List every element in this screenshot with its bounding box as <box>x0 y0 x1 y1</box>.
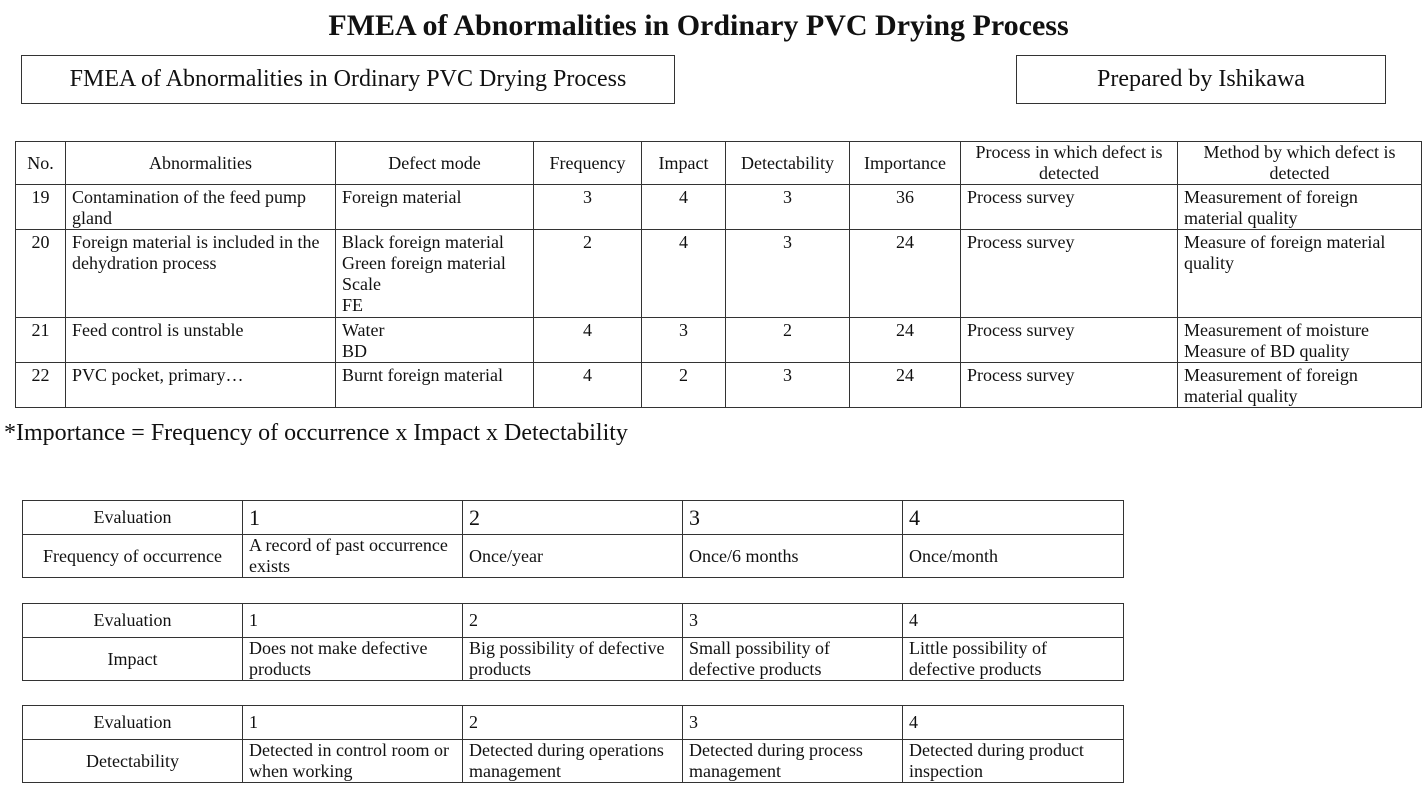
importance-formula-note: *Importance = Frequency of occurrence x Impact x Detectability <box>4 420 628 446</box>
table-row <box>16 363 1422 408</box>
row-method <box>1178 363 1422 408</box>
scale-description: Once/6 months <box>683 535 903 578</box>
defect-mode-item: Black foreign material <box>342 232 504 252</box>
row-importance: 24 <box>850 363 961 408</box>
scale-label: Impact <box>23 638 243 681</box>
scale-description: Detected during product inspection <box>903 740 1124 783</box>
page-title: FMEA of Abnormalities in Ordinary PVC Drying Process <box>328 9 1069 42</box>
prepared-by-box: Prepared by Ishikawa <box>1016 55 1386 104</box>
scale-description: Little possibility of defective products <box>903 638 1124 681</box>
row-detectability: 3 <box>726 185 850 230</box>
scale-header-row <box>23 706 1124 740</box>
row-abnormality: Contamination of the feed pump gland <box>66 185 336 230</box>
scale-header-label: Evaluation <box>23 604 243 638</box>
scale-level: 1 <box>243 501 463 535</box>
row-process: Process survey <box>961 230 1178 318</box>
row-importance: 24 <box>850 318 961 363</box>
row-abnormality: Feed control is unstable <box>66 318 336 363</box>
row-no: 21 <box>16 318 66 363</box>
header-defect-mode: Defect mode <box>336 142 534 185</box>
header-frequency: Frequency <box>534 142 642 185</box>
row-abnormality: PVC pocket, primary… <box>66 363 336 408</box>
row-no: 20 <box>16 230 66 318</box>
row-importance: 36 <box>850 185 961 230</box>
scale-label: Detectability <box>23 740 243 783</box>
scale-description: Does not make defective products <box>243 638 463 681</box>
scale-header-label: Evaluation <box>23 706 243 740</box>
method-item: Measurement of moisture <box>1184 320 1369 340</box>
row-no: 19 <box>16 185 66 230</box>
defect-mode-item: Green foreign material <box>342 253 506 273</box>
row-defect-mode <box>336 230 534 318</box>
defect-mode-item: Scale <box>342 274 381 294</box>
header-no: No. <box>16 142 66 185</box>
row-frequency: 4 <box>534 318 642 363</box>
method-item: Measure of foreign material quality <box>1184 232 1386 273</box>
row-impact: 4 <box>642 230 726 318</box>
scale-description: Big possibility of defective products <box>463 638 683 681</box>
scale-level: 4 <box>903 501 1124 535</box>
row-frequency: 3 <box>534 185 642 230</box>
row-impact: 2 <box>642 363 726 408</box>
scale-level: 3 <box>683 604 903 638</box>
table-row <box>16 185 1422 230</box>
header-abnormalities: Abnormalities <box>66 142 336 185</box>
scale-description: Once/month <box>903 535 1124 578</box>
scale-level: 1 <box>243 706 463 740</box>
method-item: Measure of BD quality <box>1184 341 1350 361</box>
header-impact: Impact <box>642 142 726 185</box>
row-detectability: 2 <box>726 318 850 363</box>
scale-level: 1 <box>243 604 463 638</box>
defect-mode-item: FE <box>342 295 364 315</box>
row-detectability: 3 <box>726 363 850 408</box>
scale-level: 2 <box>463 706 683 740</box>
frequency-scale-table <box>22 500 1124 578</box>
scale-description: Detected in control room or when working <box>243 740 463 783</box>
subtitle-box: FMEA of Abnormalities in Ordinary PVC Drying Process <box>21 55 675 104</box>
row-detectability: 3 <box>726 230 850 318</box>
defect-mode-item: BD <box>342 341 368 361</box>
row-impact: 4 <box>642 185 726 230</box>
scale-description: Small possibility of defective products <box>683 638 903 681</box>
method-item: Measurement of foreign material quality <box>1184 365 1358 406</box>
header-process-detected: Process in which defect is detected <box>961 142 1178 185</box>
table-header-row <box>16 142 1422 185</box>
scale-description: Detected during operations management <box>463 740 683 783</box>
row-importance: 24 <box>850 230 961 318</box>
scale-label: Frequency of occurrence <box>23 535 243 578</box>
row-process: Process survey <box>961 363 1178 408</box>
row-impact: 3 <box>642 318 726 363</box>
row-defect-mode <box>336 363 534 408</box>
defect-mode-item: Water <box>342 320 385 340</box>
row-method <box>1178 185 1422 230</box>
fmea-table <box>15 141 1422 408</box>
scale-level: 2 <box>463 604 683 638</box>
defect-mode-item: Burnt foreign material <box>342 365 503 385</box>
row-defect-mode <box>336 185 534 230</box>
scale-header-row <box>23 501 1124 535</box>
scale-level: 4 <box>903 604 1124 638</box>
scale-level: 4 <box>903 706 1124 740</box>
row-method <box>1178 318 1422 363</box>
scale-description: Detected during process management <box>683 740 903 783</box>
table-row <box>16 318 1422 363</box>
scale-description: A record of past occurrence exists <box>243 535 463 578</box>
header-importance: Importance <box>850 142 961 185</box>
row-process: Process survey <box>961 318 1178 363</box>
table-row <box>16 230 1422 318</box>
scale-header-label: Evaluation <box>23 501 243 535</box>
scale-level: 3 <box>683 706 903 740</box>
scale-level: 2 <box>463 501 683 535</box>
row-no: 22 <box>16 363 66 408</box>
header-method-detected: Method by which defect is detected <box>1178 142 1422 185</box>
method-item: Measurement of foreign material quality <box>1184 187 1358 228</box>
scale-body-row <box>23 638 1124 681</box>
row-process: Process survey <box>961 185 1178 230</box>
scale-body-row <box>23 535 1124 578</box>
detectability-scale-table <box>22 705 1124 783</box>
row-frequency: 2 <box>534 230 642 318</box>
header-detectability: Detectability <box>726 142 850 185</box>
row-method <box>1178 230 1422 318</box>
scale-level: 3 <box>683 501 903 535</box>
row-frequency: 4 <box>534 363 642 408</box>
scale-header-row <box>23 604 1124 638</box>
impact-scale-table <box>22 603 1124 681</box>
row-defect-mode <box>336 318 534 363</box>
scale-description: Once/year <box>463 535 683 578</box>
defect-mode-item: Foreign material <box>342 187 462 207</box>
scale-body-row <box>23 740 1124 783</box>
row-abnormality: Foreign material is included in the dehydration process <box>66 230 336 318</box>
